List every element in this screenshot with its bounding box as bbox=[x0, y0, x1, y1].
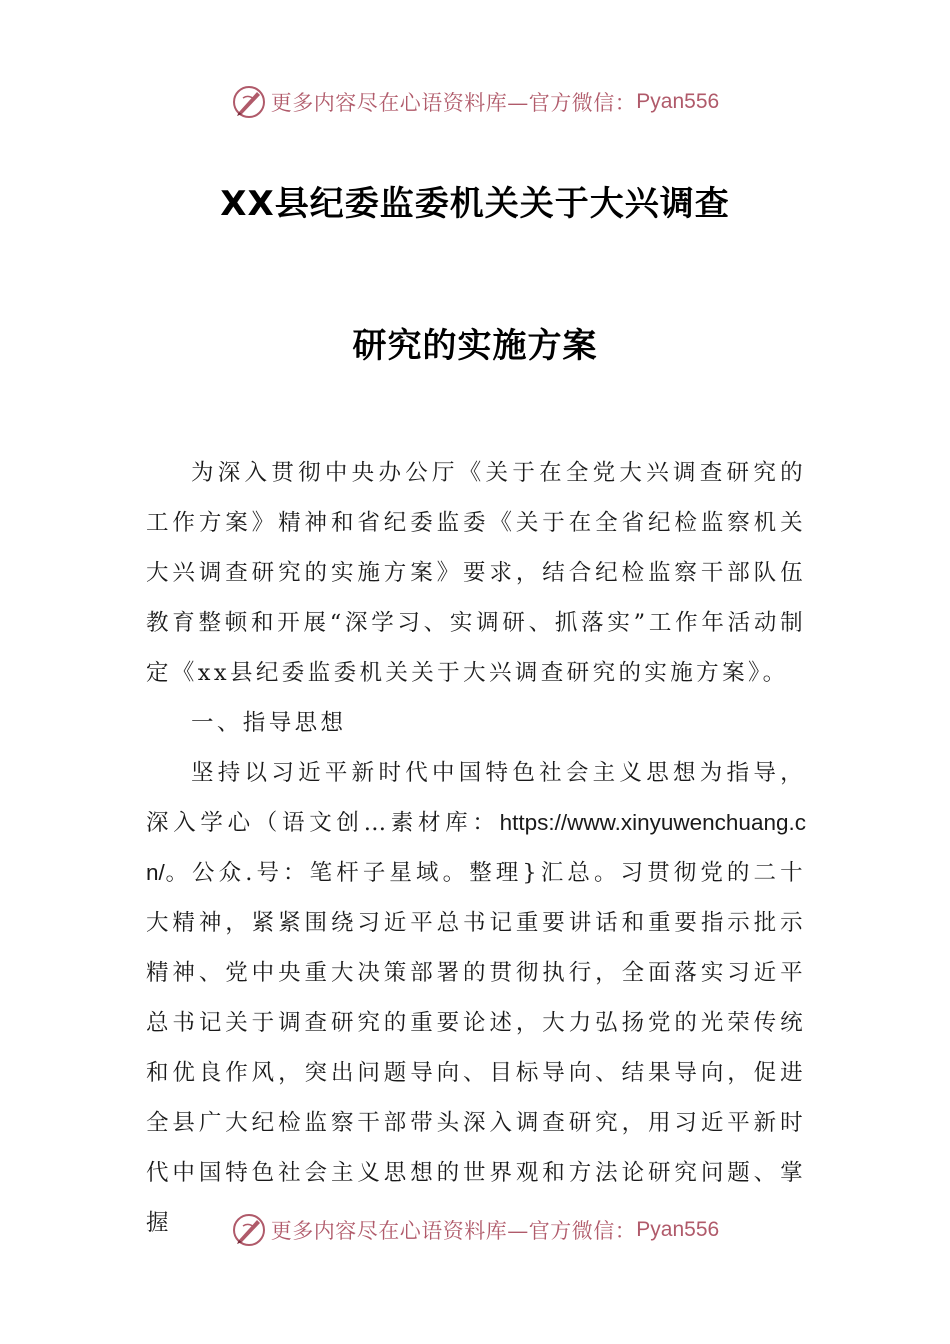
section-heading-guiding-thought: 一、指导思想 bbox=[191, 710, 347, 736]
paragraph-text-rest: 。公众.号：笔杆子星域。整理}汇总。习贯彻党的二十大精神，紧紧围绕习近平总书记重要讲话和重要指示批示精神、党中央重大决策部署的贯彻执行，全面落实习近平总书记关于调查研究的重要论述，大力弘扬党的光荣传统和优良作风，突出问题导向、目标导向、结果导向，促进全县广大纪检监察干部带头深入调查研究，用习近平新时代中国特色社会主义思想的世界观和方法论研究问题、掌握 bbox=[146, 860, 806, 1236]
watermark-text: 更多内容尽在心语资料库—官方微信： bbox=[270, 1219, 637, 1243]
document-body bbox=[146, 448, 806, 1248]
paragraph-intro: 为深入贯彻中央办公厅《关于在全党大兴调查研究的工作方案》精神和省纪委监委《关于在全省纪检监察机关大兴调查研究的实施方案》要求，结合纪检监察干部队伍教育整顿和开展“深学习、实调研、抓落实”工作年活动制定《xx县纪委监委机关关于大兴调查研究的实施方案》。 bbox=[146, 460, 806, 686]
pen-logo-icon bbox=[231, 84, 267, 120]
pen-logo-icon bbox=[231, 1212, 267, 1248]
header-watermark bbox=[0, 82, 950, 122]
document-title-line-2: 研究的实施方案 bbox=[352, 326, 598, 366]
footer-watermark bbox=[0, 1210, 950, 1250]
document-title-line-1: XX县纪委监委机关关于大兴调查 bbox=[220, 184, 730, 224]
source-url: https://www.xinyuwenchuang.cn/ bbox=[146, 810, 806, 885]
watermark-text: 更多内容尽在心语资料库—官方微信： bbox=[270, 91, 637, 115]
paragraph-guiding-thought bbox=[146, 748, 806, 1248]
paragraph-text-start: 坚持以习近平新时代中国特色社会主义思想为指导，深入学心（语文创…素材库： bbox=[146, 760, 806, 836]
watermark-wechat-id: Pyan556 bbox=[636, 1218, 720, 1241]
watermark-wechat-id: Pyan556 bbox=[636, 90, 720, 113]
